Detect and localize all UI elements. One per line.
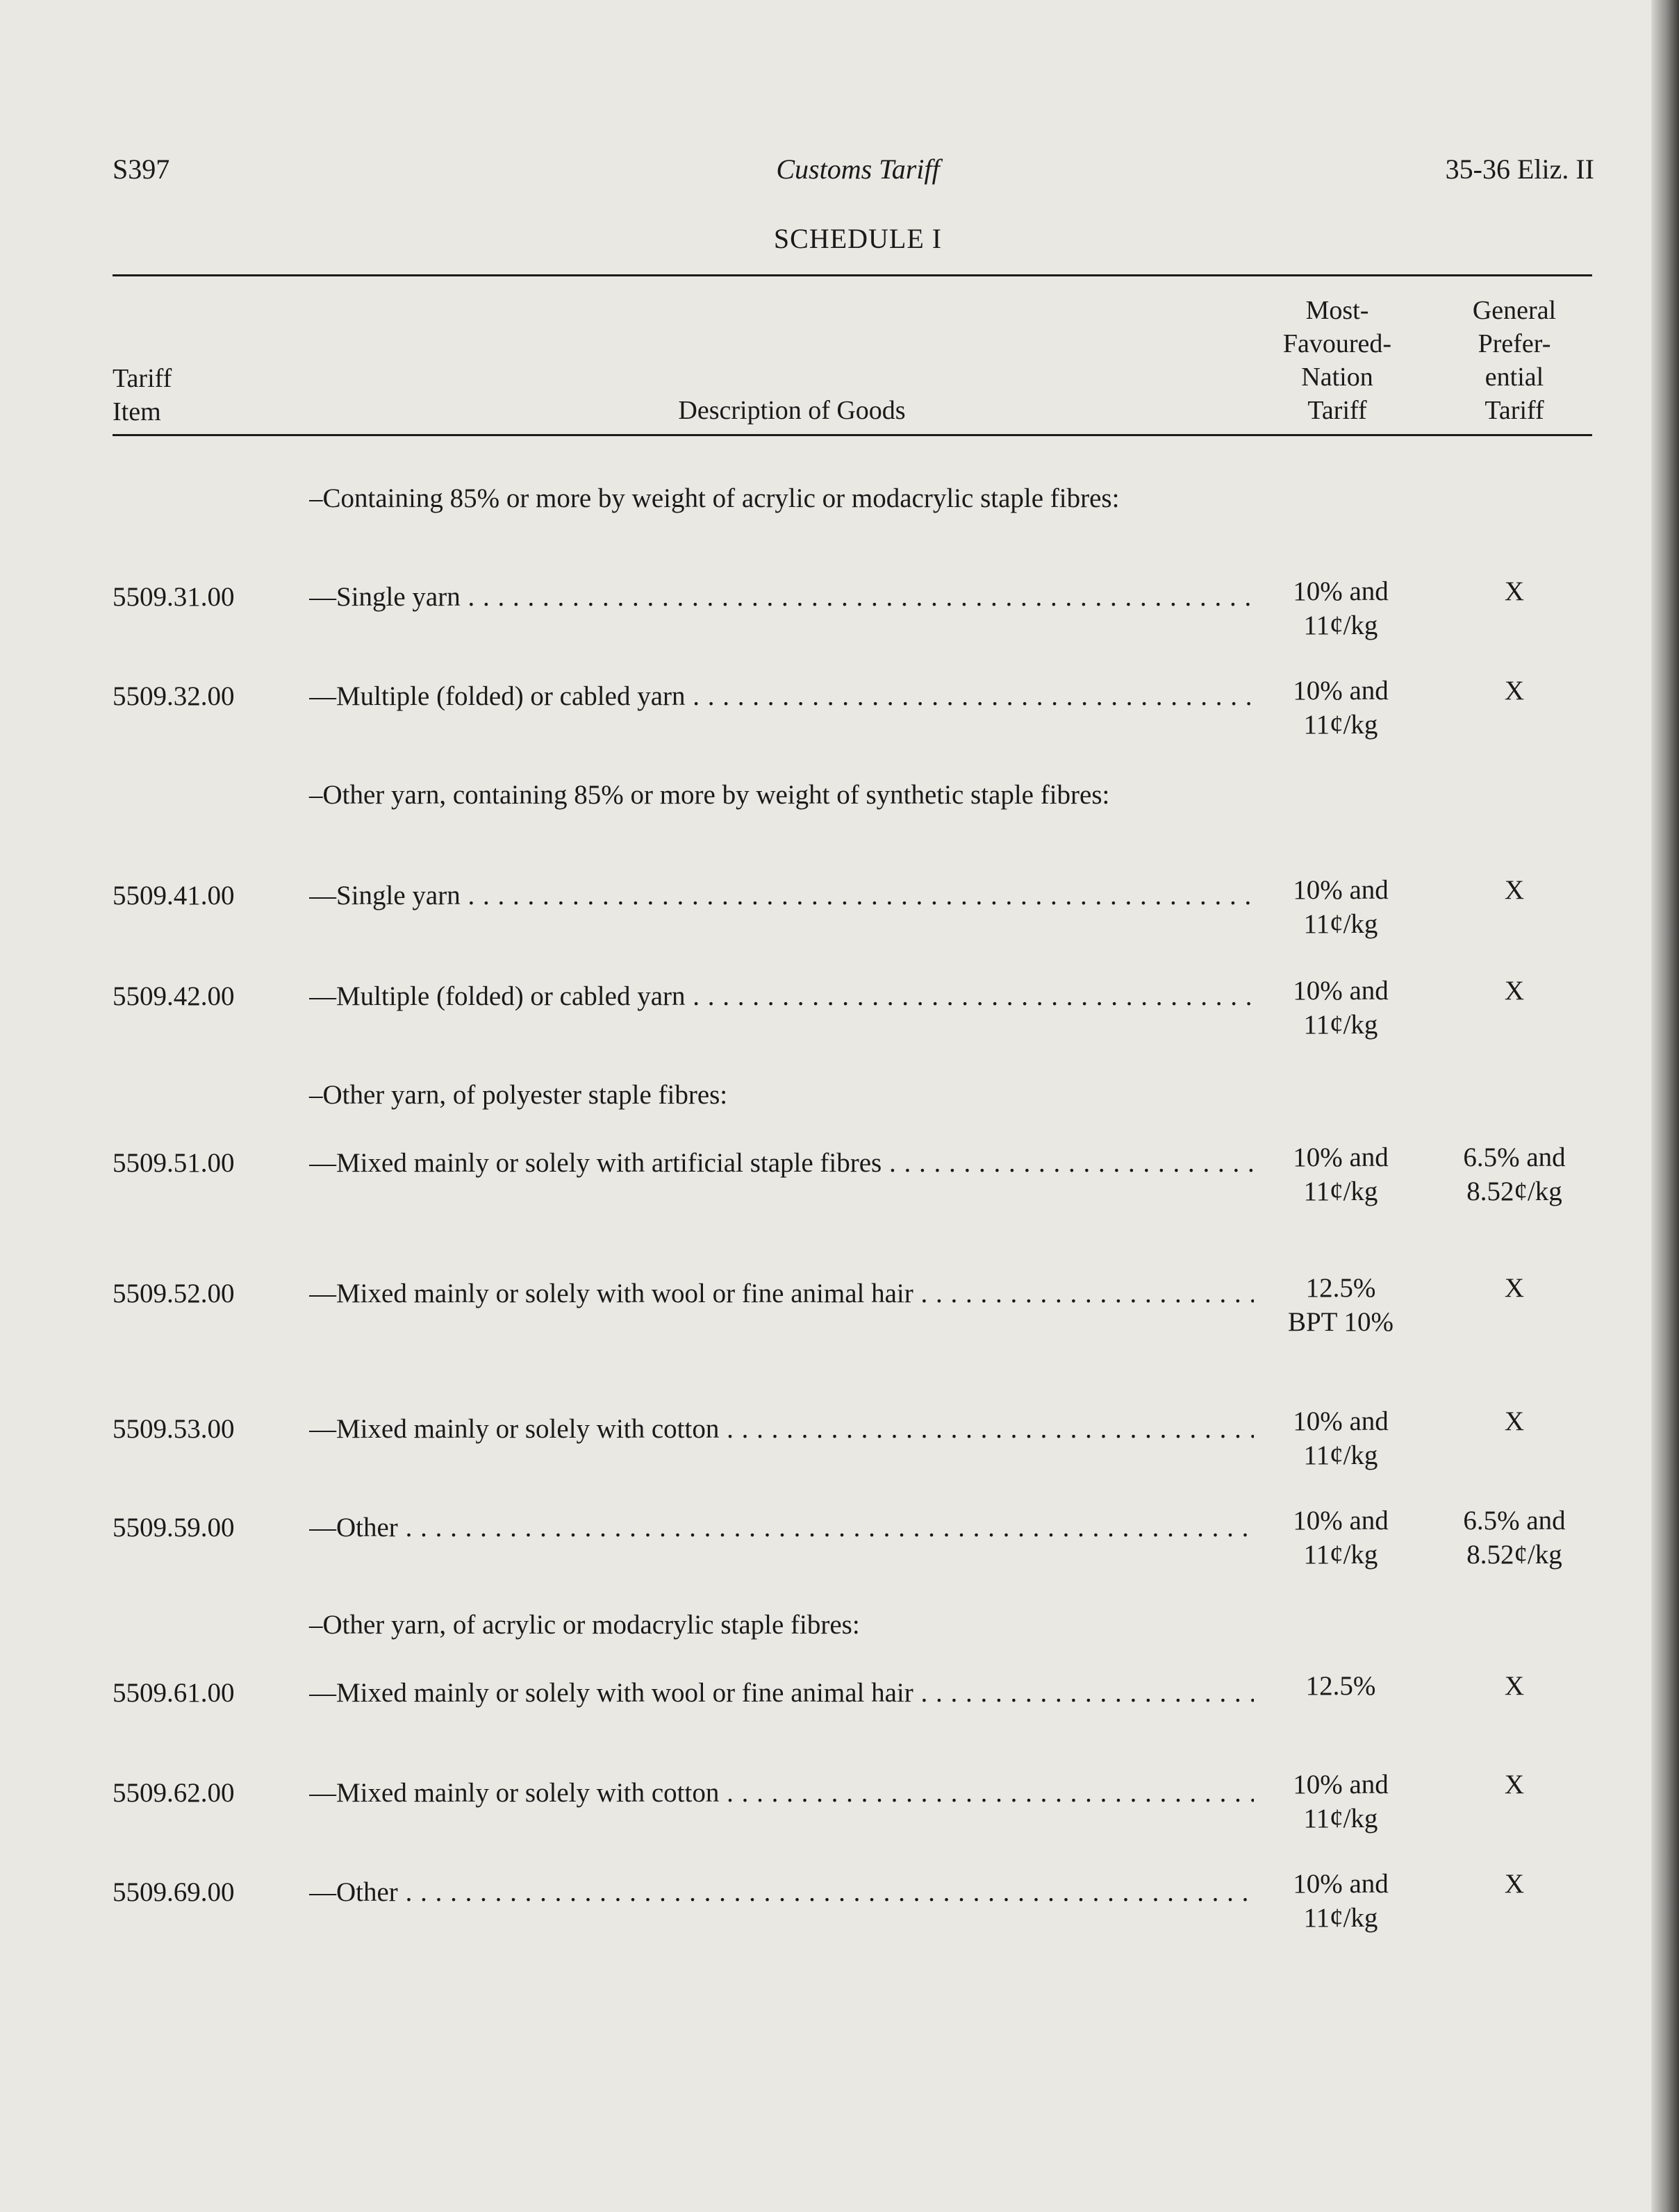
goods-description [309, 1146, 1254, 1180]
goods-description [309, 1412, 1254, 1446]
gpt-rate: X [1504, 1671, 1525, 1701]
description-text: —Other . . . [309, 1875, 1254, 1909]
mfn-rate [1261, 1768, 1421, 1836]
gpt-rate [1428, 1504, 1601, 1572]
page-edge-shadow [1651, 0, 1679, 2212]
rate-line: BPT 10% [1287, 1307, 1394, 1337]
gpt-rate: X [1504, 875, 1525, 905]
column-header-description: Description of Goods [678, 396, 906, 425]
column-header-line: Prefer- [1478, 329, 1551, 358]
gpt-rate: X [1504, 1406, 1525, 1436]
column-header-line: Item [113, 397, 161, 426]
description-text: —Mixed mainly or solely with wool or fine animal hair . . . [309, 1676, 1254, 1710]
description-text: —Single yarn . . . [309, 580, 1254, 614]
mfn-rate [1261, 1404, 1421, 1472]
section-heading: –Other yarn, of polyester staple fibres: [309, 1080, 728, 1110]
rate-line: 8.52¢/kg [1466, 1540, 1562, 1570]
tariff-item-number: 5509.62.00 [113, 1778, 235, 1808]
rate-line: 10% and [1293, 1506, 1389, 1536]
rate-line: 11¢/kg [1303, 1540, 1378, 1570]
rate-line: 11¢/kg [1303, 1176, 1378, 1206]
column-header-gpt [1428, 294, 1601, 427]
gpt-rate: X [1504, 1869, 1525, 1899]
page-number: S397 [113, 153, 170, 185]
rate-line: 6.5% and [1463, 1506, 1566, 1536]
column-header-tariff-item [113, 362, 279, 429]
description-text: —Mixed mainly or solely with cotton . . . [309, 1776, 1254, 1810]
rate-line: 12.5% [1305, 1273, 1376, 1303]
mfn-rate [1261, 974, 1421, 1042]
table-top-rule [113, 274, 1592, 276]
column-header-line: General [1472, 296, 1557, 325]
section-heading: –Containing 85% or more by weight of acrylic or modacrylic staple fibres: [309, 483, 1120, 513]
description-text: —Mixed mainly or solely with wool or fine animal hair . . . [309, 1277, 1254, 1311]
tariff-item-number: 5509.31.00 [113, 582, 235, 612]
mfn-rate [1261, 1504, 1421, 1572]
mfn-rate [1261, 574, 1421, 642]
mfn-rate [1261, 1271, 1421, 1339]
section-heading: –Other yarn, containing 85% or more by weight of synthetic staple fibres: [309, 780, 1110, 810]
description-text: —Multiple (folded) or cabled yarn . . . [309, 979, 1254, 1013]
mfn-rate [1261, 873, 1421, 941]
rate-line: 11¢/kg [1303, 1440, 1378, 1470]
rate-line: 8.52¢/kg [1466, 1176, 1562, 1206]
mfn-rate: 12.5% [1305, 1671, 1376, 1701]
column-header-line: ential [1484, 363, 1544, 392]
rate-line: 11¢/kg [1303, 1010, 1378, 1040]
rate-line: 11¢/kg [1303, 710, 1378, 740]
tariff-item-number: 5509.51.00 [113, 1148, 235, 1178]
rate-line: 11¢/kg [1303, 909, 1378, 939]
description-text: —Multiple (folded) or cabled yarn . . . [309, 679, 1254, 713]
mfn-rate [1261, 674, 1421, 742]
column-header-line: Tariff [1484, 396, 1544, 425]
gpt-rate: X [1504, 676, 1525, 706]
section-heading: –Other yarn, of acrylic or modacrylic staple fibres: [309, 1610, 860, 1640]
rate-line: 10% and [1293, 875, 1389, 905]
goods-description [309, 679, 1254, 713]
description-text: —Other . . . [309, 1511, 1254, 1545]
goods-description [309, 1277, 1254, 1311]
description-text: —Mixed mainly or solely with cotton . . . [309, 1412, 1254, 1446]
rate-line: 10% and [1293, 1869, 1389, 1899]
rate-line: 10% and [1293, 676, 1389, 706]
gpt-rate: X [1504, 1770, 1525, 1799]
running-title: Customs Tariff [776, 153, 940, 185]
rate-line: 10% and [1293, 976, 1389, 1006]
rate-line: 10% and [1293, 1770, 1389, 1799]
goods-description [309, 1676, 1254, 1710]
gpt-rate: X [1504, 1273, 1525, 1303]
goods-description [309, 1511, 1254, 1545]
tariff-item-number: 5509.59.00 [113, 1513, 235, 1542]
goods-description [309, 1875, 1254, 1909]
tariff-item-number: 5509.69.00 [113, 1877, 235, 1907]
column-header-line: Tariff [113, 364, 172, 393]
description-text: —Single yarn . . . [309, 879, 1254, 913]
rate-line: 10% and [1293, 1406, 1389, 1436]
rate-line: 10% and [1293, 1142, 1389, 1172]
gpt-rate: X [1504, 576, 1525, 606]
tariff-item-number: 5509.41.00 [113, 881, 235, 910]
goods-description [309, 979, 1254, 1013]
column-header-line: Most- [1305, 296, 1369, 325]
schedule-title: SCHEDULE I [773, 223, 943, 254]
rate-line: 11¢/kg [1303, 1804, 1378, 1833]
gpt-rate [1428, 1140, 1601, 1208]
tariff-item-number: 5509.42.00 [113, 981, 235, 1011]
rate-line: 10% and [1293, 576, 1389, 606]
goods-description [309, 1776, 1254, 1810]
rate-line: 6.5% and [1463, 1142, 1566, 1172]
mfn-rate [1261, 1867, 1421, 1935]
rate-line: 11¢/kg [1303, 1903, 1378, 1933]
tariff-item-number: 5509.52.00 [113, 1279, 235, 1308]
goods-description [309, 879, 1254, 913]
table-header-rule [113, 434, 1592, 436]
goods-description [309, 580, 1254, 614]
regnal-year: 35-36 Eliz. II [1445, 153, 1594, 185]
column-header-line: Tariff [1307, 396, 1367, 425]
tariff-item-number: 5509.32.00 [113, 681, 235, 711]
column-header-line: Favoured- [1282, 329, 1392, 358]
mfn-rate [1261, 1140, 1421, 1208]
tariff-item-number: 5509.61.00 [113, 1678, 235, 1708]
gpt-rate: X [1504, 976, 1525, 1006]
column-header-line: Nation [1301, 363, 1373, 392]
description-text: —Mixed mainly or solely with artificial staple fibres . . . [309, 1146, 1254, 1180]
column-header-mfn [1257, 294, 1417, 427]
tariff-item-number: 5509.53.00 [113, 1414, 235, 1444]
rate-line: 11¢/kg [1303, 610, 1378, 640]
